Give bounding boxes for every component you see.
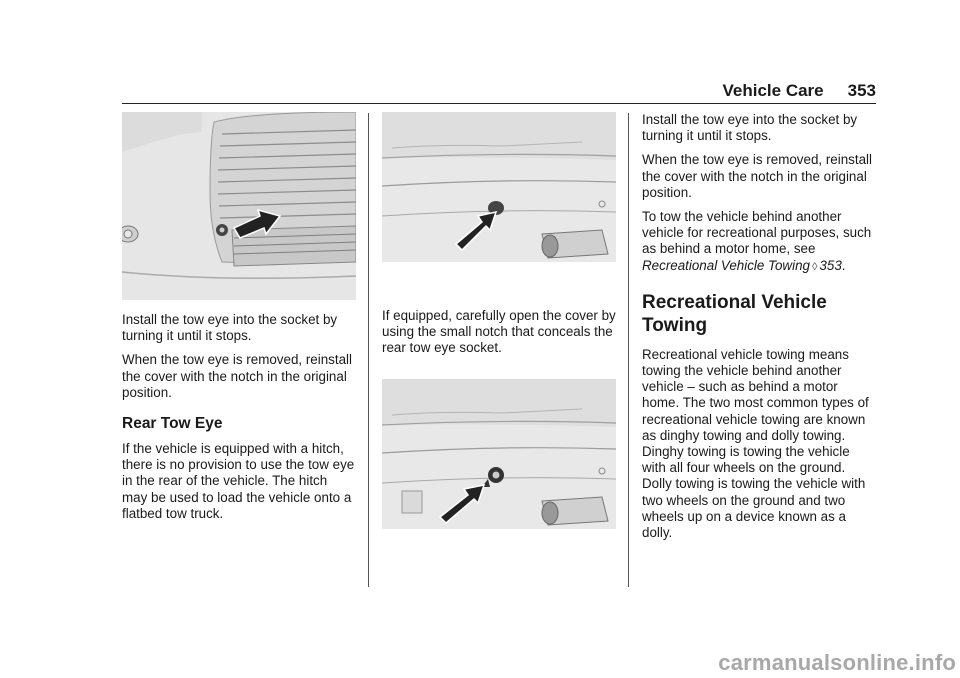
punctuation: . — [841, 257, 846, 273]
page-reference-icon: ◊ — [811, 260, 818, 273]
front-grille-figure — [122, 112, 356, 300]
tow-eye-icon — [216, 224, 228, 236]
watermark-text: carmanualsonline.info — [718, 650, 956, 675]
section-heading: Recreational Vehicle Towing — [642, 291, 827, 336]
paragraph: Install the tow eye into the socket by turning it until it stops. — [642, 112, 858, 144]
rear-cover-figure — [382, 112, 616, 262]
column-2 — [382, 112, 616, 529]
exhaust-icon — [542, 497, 608, 525]
paragraph: Install the tow eye into the socket by turning it until it stops. — [122, 312, 338, 344]
paragraph — [642, 209, 876, 275]
front-grille-illustration — [122, 112, 356, 300]
rear-bumper-illustration — [382, 112, 616, 262]
column-3 — [642, 112, 876, 549]
rear-tow-eye-illustration — [382, 379, 616, 529]
page-header — [122, 80, 876, 104]
column-divider — [628, 113, 629, 587]
paragraph: Recreational vehicle towing means towing the vehicle behind another vehicle – such as behind a motor home. The two most common types of recreational vehicle towing are known as dinghy towing and dolly towing. Dinghy towing is towing the vehicle with all four wheels on the ground. Dolly towing is towing the vehicle with two wheels on the ground and two wheels up on a device known as a dolly. — [642, 346, 869, 541]
paragraph: When the tow eye is removed, reinstall the cover with the notch in the original position. — [642, 152, 872, 200]
column-divider — [368, 113, 369, 587]
paragraph: If equipped, carefully open the cover by using the small notch that conceals the rear tow eye socket. — [382, 308, 616, 356]
cross-reference-page: 353 — [819, 257, 842, 273]
section-heading: Rear Tow Eye — [122, 415, 223, 433]
paragraph-text: To tow the vehicle behind another vehicle for recreational purposes, such as behind a motor home, see — [642, 209, 872, 257]
paragraph: When the tow eye is removed, reinstall the cover with the notch in the original position. — [122, 352, 352, 400]
rear-tow-eye-figure — [382, 379, 616, 529]
exhaust-icon — [542, 230, 608, 258]
cross-reference-link[interactable] — [642, 258, 842, 273]
cross-reference-title: Recreational Vehicle Towing — [642, 257, 810, 273]
paragraph: If the vehicle is equipped with a hitch, there is no provision to use the tow eye in the rear of the vehicle. The hitch may be used to load the vehicle onto a flatbed tow truck. — [122, 441, 355, 521]
page-number: 353 — [847, 81, 876, 100]
column-1 — [122, 112, 356, 530]
section-title: Vehicle Care — [722, 81, 824, 100]
